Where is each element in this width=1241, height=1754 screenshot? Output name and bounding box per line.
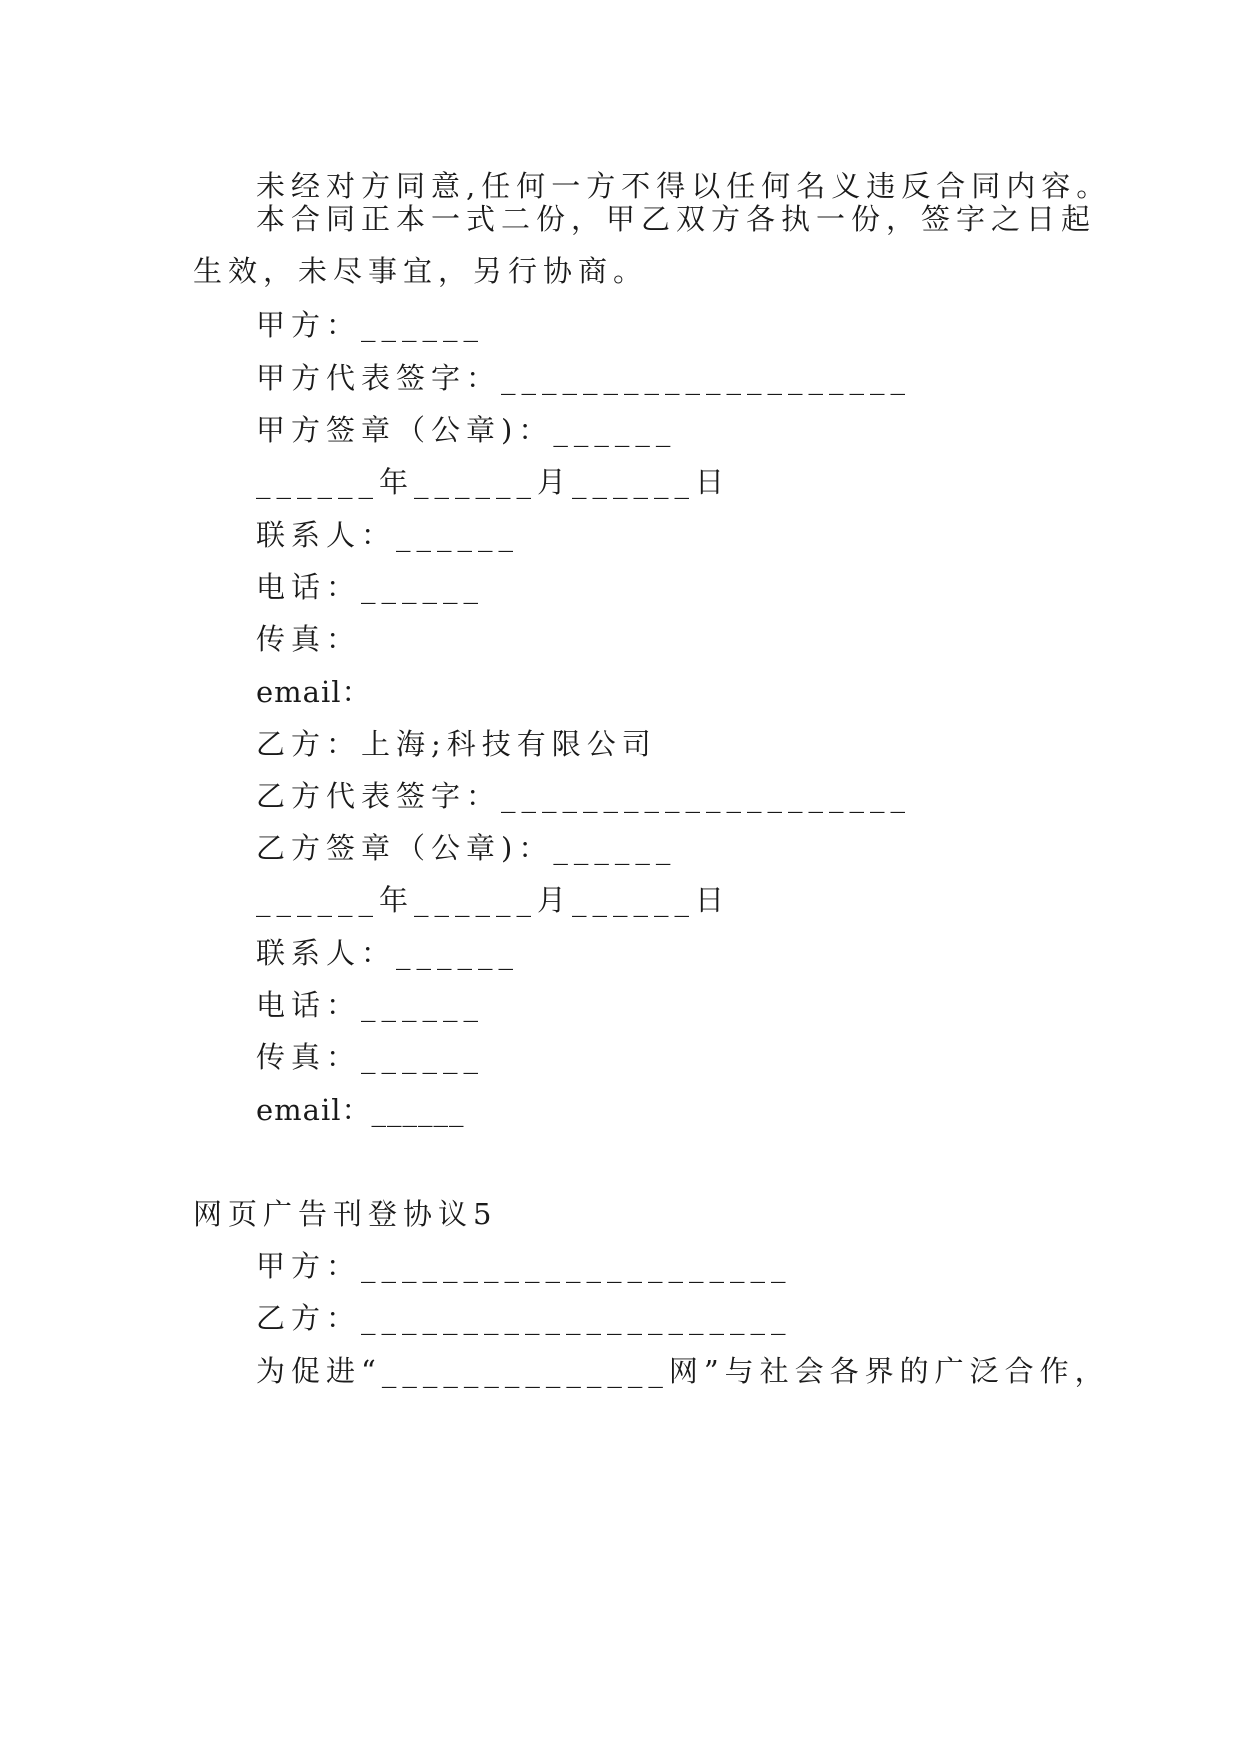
- party-b-date-field: ______年______月______日: [256, 883, 731, 917]
- section-heading: 网页广告刊登协议5: [193, 1197, 498, 1231]
- party-a-email-field: email：: [256, 675, 372, 709]
- party-a-rep-signature-field: 甲方代表签字：____________________: [256, 361, 912, 395]
- intro-paragraph-line: 为促进“______________网”与社会各界的广泛合作，: [256, 1354, 1110, 1388]
- party-a-seal-field: 甲方签章（公章)：______: [256, 413, 677, 447]
- new-party-a-field: 甲方：_____________________: [256, 1249, 792, 1283]
- clause-no-breach: 未经对方同意,任何一方不得以任何名义违反合同内容。: [256, 169, 1112, 203]
- party-a-contact-field: 联系人：______: [256, 518, 520, 552]
- party-b-fax-field: 传真：______: [256, 1040, 485, 1074]
- clause-copies-line-1: 本合同正本一式二份，甲乙双方各执一份，签字之日起: [256, 202, 1097, 236]
- party-b-seal-field: 乙方签章（公章)：______: [256, 831, 677, 865]
- new-party-b-field: 乙方：_____________________: [256, 1301, 792, 1335]
- party-b-phone-field: 电话：______: [256, 988, 485, 1022]
- party-a-fax-field: 传真：: [256, 622, 362, 656]
- party-a-phone-field: 电话：______: [256, 570, 485, 604]
- party-b-rep-signature-field: 乙方代表签字：____________________: [256, 779, 912, 813]
- party-a-date-field: ______年______月______日: [256, 465, 731, 499]
- party-b-contact-field: 联系人：______: [256, 936, 520, 970]
- party-a-field: 甲方：______: [256, 308, 485, 342]
- party-b-field: 乙方：上海;科技有限公司: [256, 727, 657, 761]
- party-b-email-field: email：______: [256, 1093, 465, 1127]
- clause-copies-line-2: 生效，未尽事宜，另行协商。: [193, 254, 649, 288]
